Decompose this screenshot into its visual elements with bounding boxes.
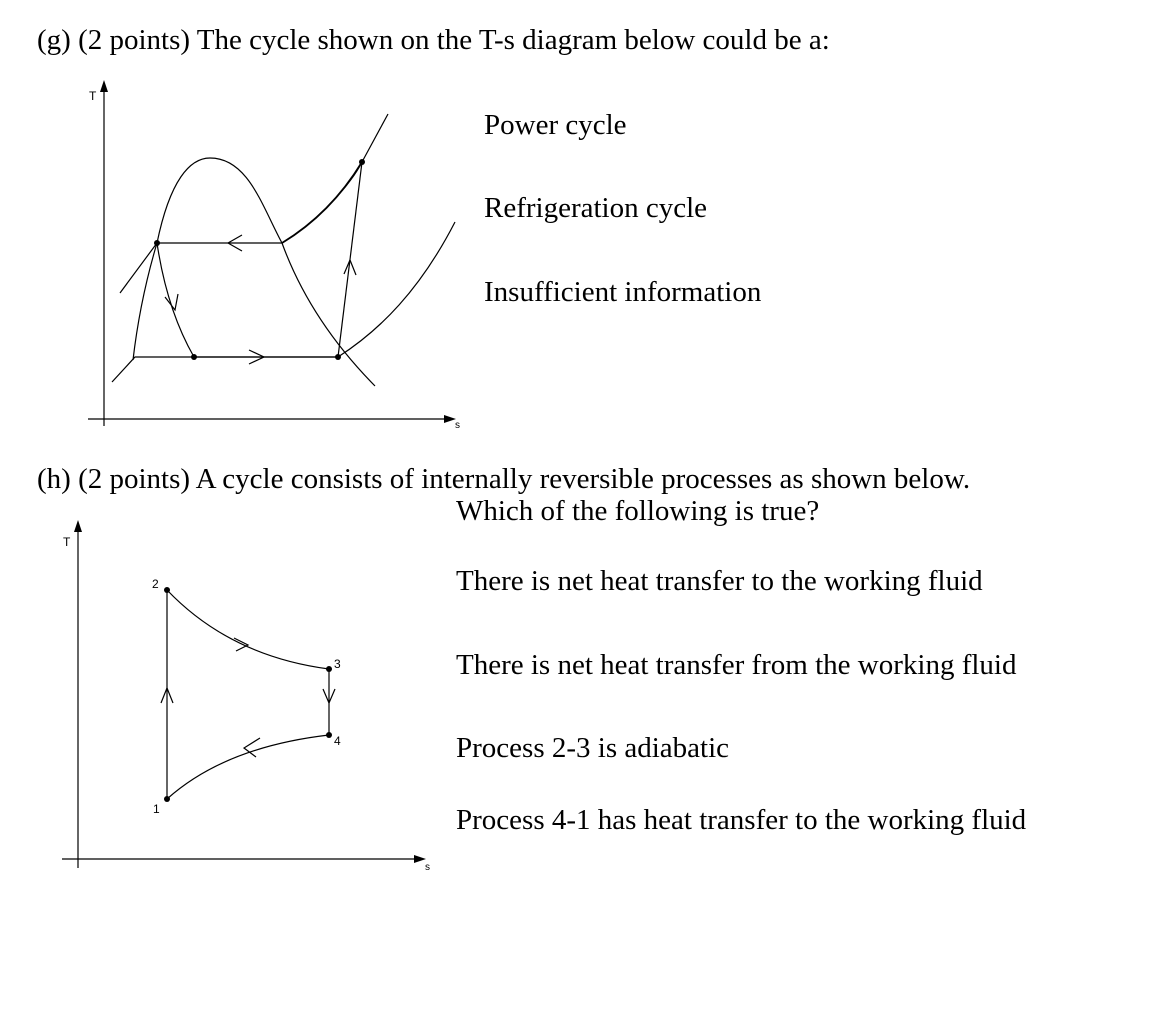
h-state-label-2: 2 [152, 577, 159, 591]
h-y-axis-label: T [63, 535, 71, 549]
question-h-prompt-line2: Which of the following is true? [456, 495, 820, 527]
h-arrow-left-icon [244, 738, 260, 757]
h-process-2-3 [167, 590, 329, 669]
g-y-axis-label: T [89, 89, 97, 103]
g-expansion-process [157, 243, 194, 357]
question-h-prompt: (h) (2 points) A cycle consists of internally reversible processes as shown below. [37, 463, 971, 495]
h-state-point-2 [164, 587, 170, 593]
g-x-axis-label: s [455, 420, 460, 431]
g-state-point [191, 354, 197, 360]
g-option-refrigeration-cycle[interactable]: Refrigeration cycle [484, 192, 708, 224]
question-g-prompt: (g) (2 points) The cycle shown on the T-s diagram below could be a: [37, 24, 830, 56]
h-x-axis-label: s [425, 862, 430, 873]
h-option-process-4-1-heat-to-fluid[interactable]: Process 4-1 has heat transfer to the working fluid [456, 804, 1027, 836]
g-state-point [335, 354, 341, 360]
g-superheat-process [282, 162, 362, 243]
g-option-power-cycle[interactable]: Power cycle [484, 109, 627, 141]
g-option-insufficient-information[interactable]: Insufficient information [484, 276, 762, 308]
h-option-net-heat-to-fluid[interactable]: There is net heat transfer to the working fluid [456, 565, 983, 597]
h-option-net-heat-from-fluid[interactable]: There is net heat transfer from the working fluid [456, 649, 1017, 681]
h-state-point-4 [326, 732, 332, 738]
h-option-process-2-3-adiabatic[interactable]: Process 2-3 is adiabatic [456, 732, 730, 764]
h-y-axis-arrowhead [74, 520, 82, 532]
g-y-axis-arrowhead [100, 80, 108, 92]
h-state-label-1: 1 [153, 802, 160, 816]
h-arrow-right-icon [234, 638, 248, 651]
g-state-point [154, 240, 160, 246]
h-process-4-1 [167, 735, 329, 799]
h-state-label-4: 4 [334, 734, 341, 748]
h-state-point-3 [326, 666, 332, 672]
h-state-label-3: 3 [334, 657, 341, 671]
h-state-point-1 [164, 796, 170, 802]
g-state-point [359, 159, 365, 165]
